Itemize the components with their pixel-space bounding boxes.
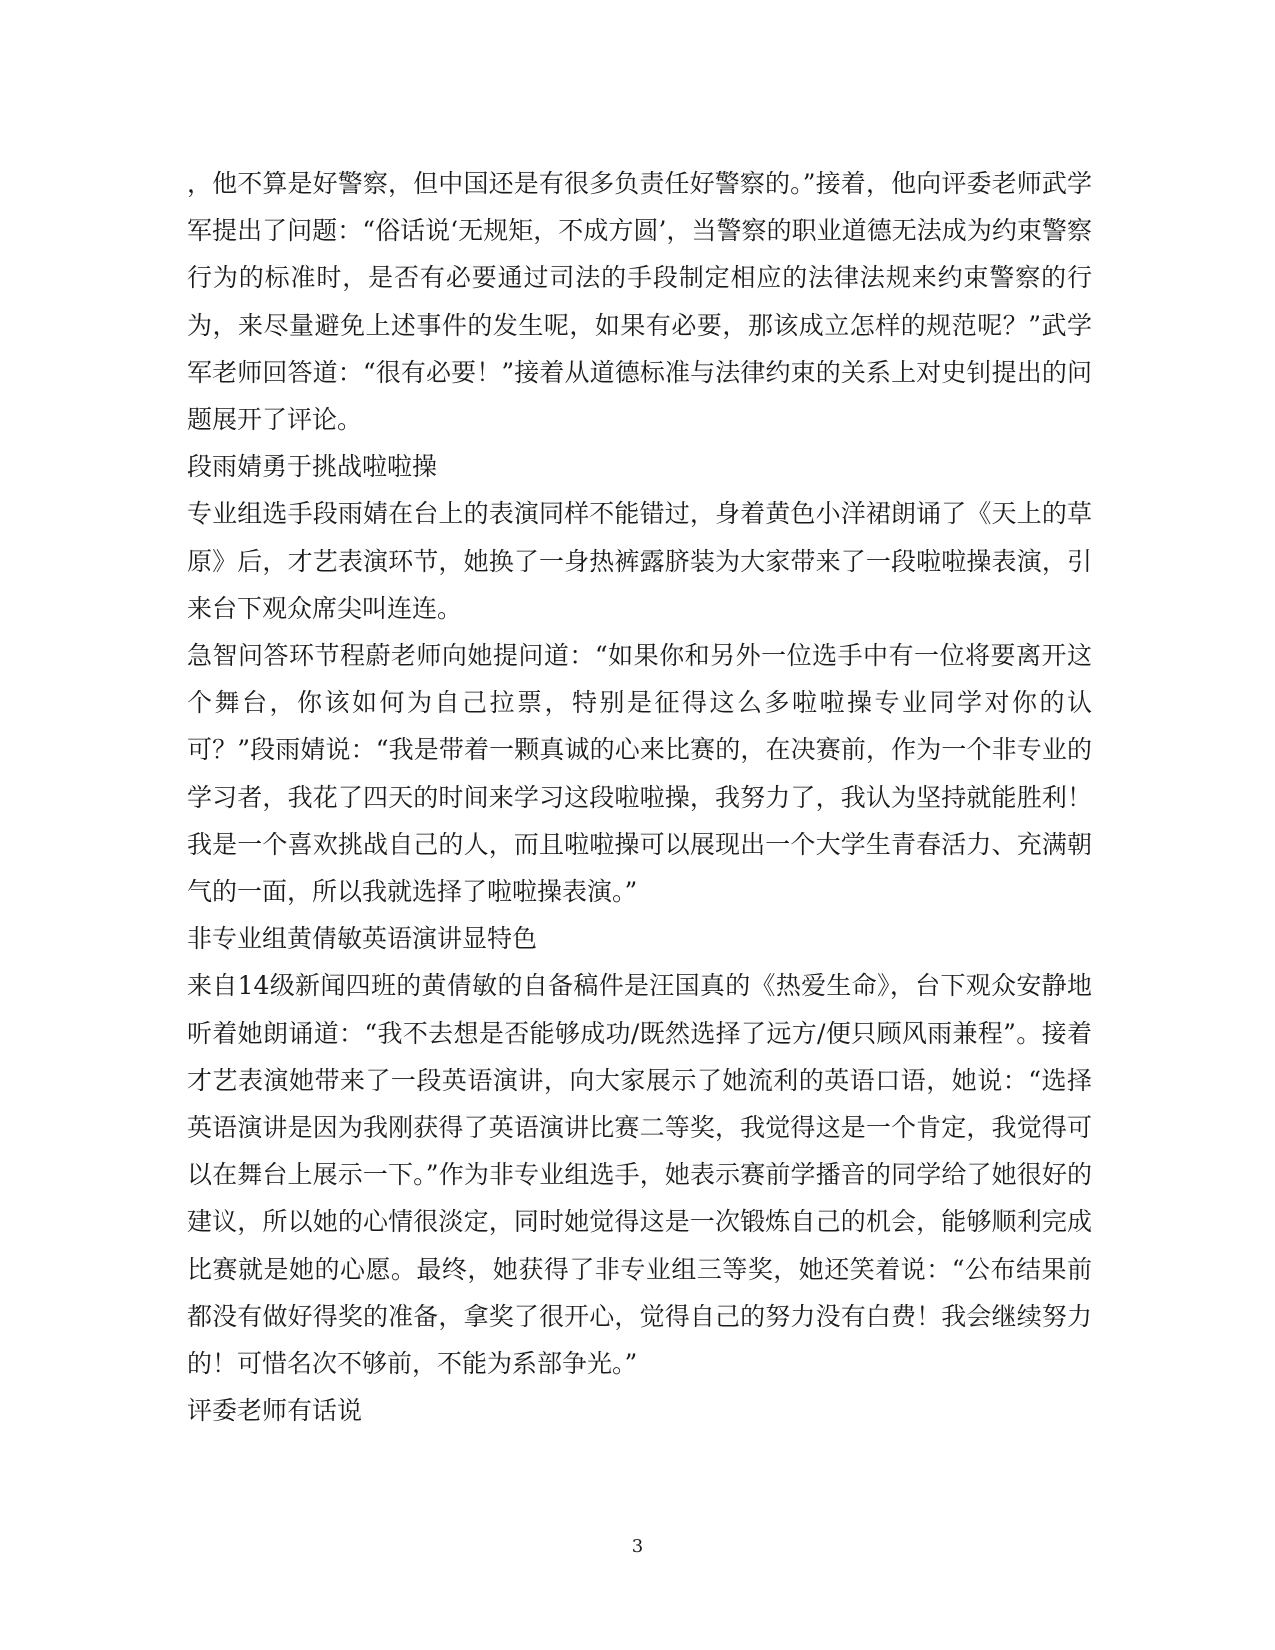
section-heading-judges: 评委老师有话说: [187, 1396, 363, 1426]
paragraph-duan-qa: 急智问答环节程蔚老师向她提问道：“如果你和另外一位选手中有一位将要离开这个舞台，你该如何为自己拉票，特别是征得这么多啦啦操专业同学对你的认可？”段雨婧说：“我是带着一颗真诚的心来比赛的，在决赛前，作为一个非专业的学习者，我花了四天的时间来学习这段啦啦操，我努力了，我认为坚持就能胜利！我是一个喜欢挑战自己的人，而且啦啦操可以展现出一个大学生青春活力、充满朝气的一面，所以我就选择了啦啦操表演。”: [187, 641, 1092, 907]
page-number: 3: [631, 1536, 644, 1557]
article-body: [187, 160, 1092, 1434]
paragraph-duan-performance: 专业组选手段雨婧在台上的表演同样不能错过，身着黄色小洋裙朗诵了《天上的草原》后，才艺表演环节，她换了一身热裤露脐装为大家带来了一段啦啦操表演，引来台下观众席尖叫连连。: [187, 499, 1092, 623]
paragraph-police-question: ，他不算是好警察，但中国还是有很多负责任好警察的。”接着，他向评委老师武学军提出了问题：“俗话说‘无规矩，不成方圆’，当警察的职业道德无法成为约束警察行为的标准时，是否有必要通过司法的手段制定相应的法律法规来约束警察的行为，来尽量避免上述事件的发生呢，如果有必要，那该成立怎样的规范呢？”武学军老师回答道：“很有必要！”接着从道德标准与法律约束的关系上对史钊提出的问题展开了评论。: [187, 169, 1092, 435]
paragraph-huang-speech: 来自14级新闻四班的黄倩敏的自备稿件是汪国真的《热爱生命》，台下观众安静地听着她朗诵道：“我不去想是否能够成功/既然选择了远方/便只顾风雨兼程”。接着才艺表演她带来了一段英语演讲，向大家展示了她流利的英语口语，她说：“选择英语演讲是因为我刚获得了英语演讲比赛二等奖，我觉得这是一个肯定，我觉得可以在舞台上展示一下。”作为非专业组选手，她表示赛前学播音的同学给了她很好的建议，所以她的心情很淡定，同时她觉得这是一次锻炼自己的机会，能够顺利完成比赛就是她的心愿。最终，她获得了非专业组三等奖，她还笑着说：“公布结果前都没有做好得奖的准备，拿奖了很开心，觉得自己的努力没有白费！我会继续努力的！可惜名次不够前，不能为系部争光。”: [187, 971, 1092, 1379]
section-heading-cheerleading: 段雨婧勇于挑战啦啦操: [187, 452, 438, 482]
section-heading-english-speech: 非专业组黄倩敏英语演讲显特色: [187, 924, 538, 954]
